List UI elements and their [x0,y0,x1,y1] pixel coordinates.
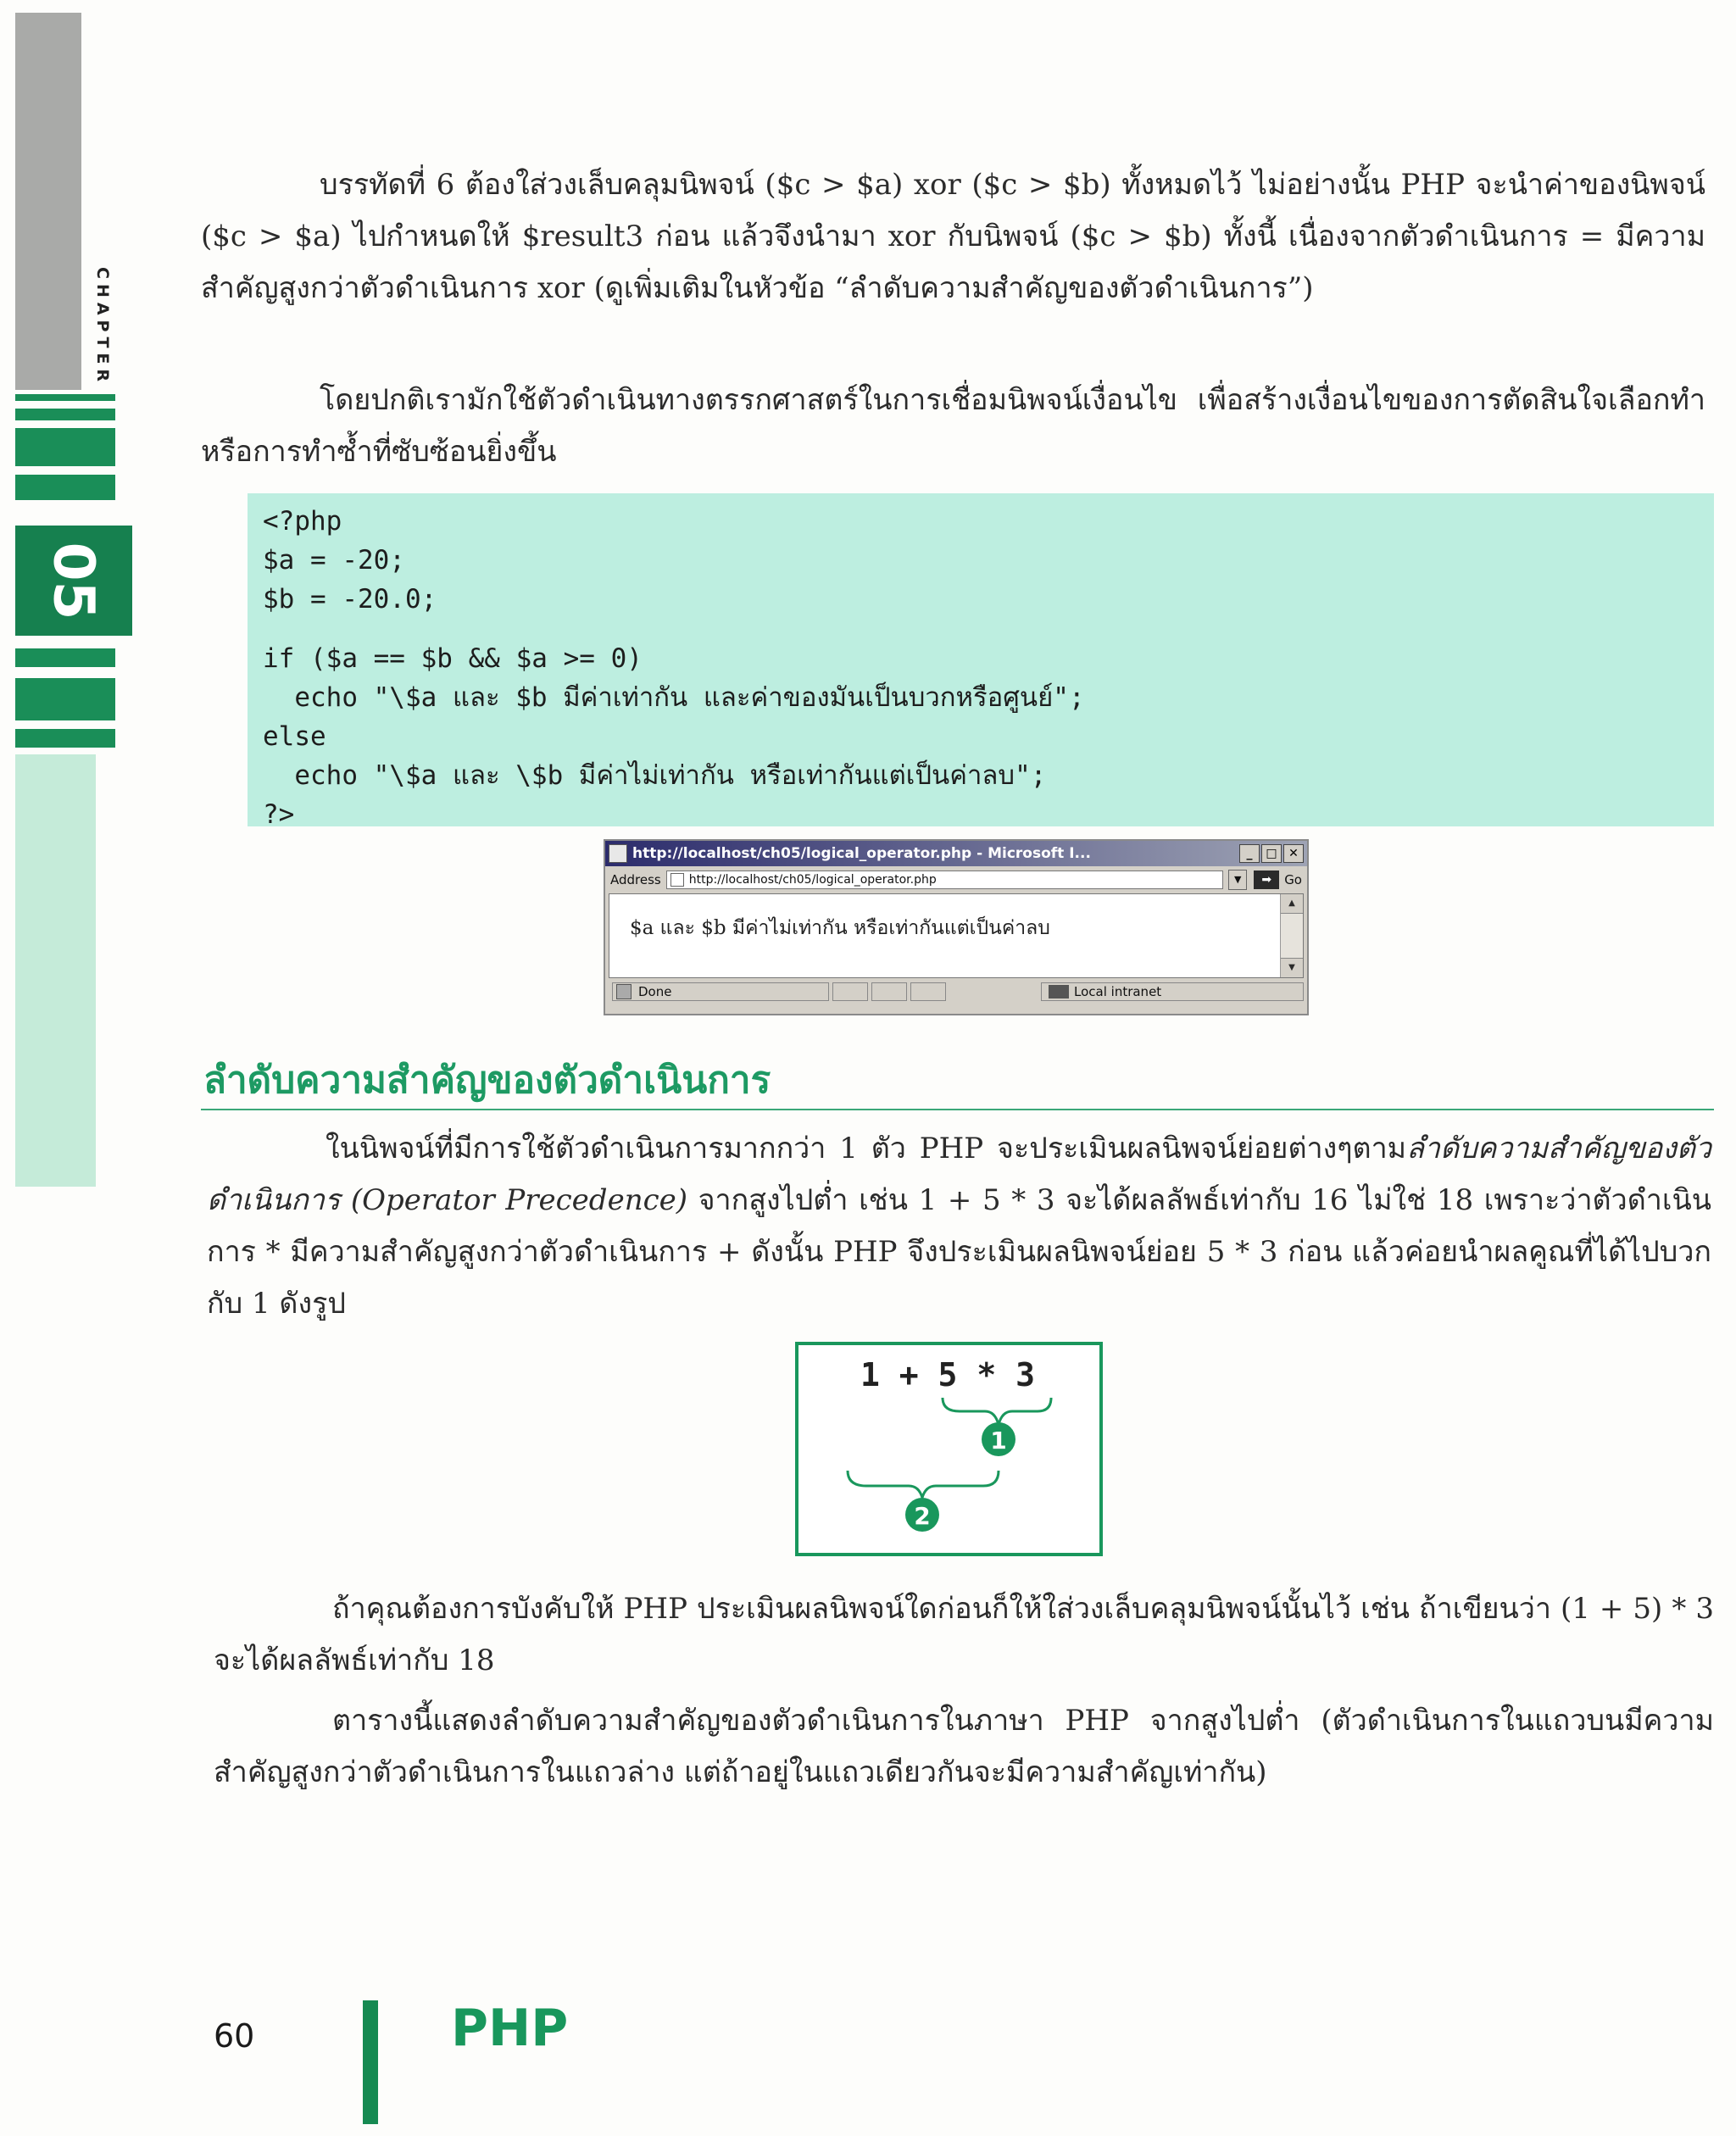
status-zone-cell [1041,982,1304,1001]
sidebar-stripe [15,648,115,667]
address-bar [605,866,1307,893]
paragraph-table-intro: ตารางนี้แสดงลำดับความสำคัญของตัวดำเนินการในภาษา PHP จากสูงไปต่ำ (ตัวดำเนินการในแถวบนมีความสำคัญสูงกว่าตัวดำเนินการในแถวล่าง แต่ถ้าอยู่ในแถวเดียวกันจะมีความสำคัญเท่ากัน) [214,1704,1714,1789]
vertical-scrollbar[interactable] [1280,894,1303,977]
brace-step2 [848,1471,999,1498]
paragraph-precedence-intro: ในนิพจน์ที่มีการใช้ตัวดำเนินการมากกว่า 1 ตัว PHP จะประเมินผลนิพจน์ย่อยต่างๆตามลำดับความสำคัญของตัวดำเนินการ (Operator Precedence) จากสูงไปต่ำ เช่น 1 + 5 * 3 จะได้ผลลัพธ์เท่ากับ 16 ไม่ใช่ 18 เพราะว่าตัวดำเนินการ * มีความสำคัญสูงกว่าตัวดำเนินการ + ดังนั้น PHP จึงประเมินผลนิพจน์ย่อย 5 * 3 ก่อน แล้วค่อยนำผลคูณที่ได้ไปบวกกับ 1 ดังรูป [207,1132,1711,1321]
sidebar-stripe [15,729,115,748]
step2-number: 2 [914,1502,931,1530]
address-label: Address [610,872,661,887]
step1-number: 1 [990,1427,1007,1455]
precedence-diagram [795,1342,1103,1556]
precedence-diagram-svg [798,1345,1099,1553]
code-line: echo "\$a และ \$b มีค่าไม่เท่ากัน หรือเท่ากันแต่เป็นค่าลบ"; [263,760,1047,791]
status-done-cell [612,982,829,1001]
browser-titlebar [605,841,1307,866]
sidebar-mint-strip [15,754,96,1187]
sidebar-gray-block [15,13,81,390]
go-arrow-icon[interactable]: ➡ [1254,871,1279,889]
address-url: http://localhost/ch05/logical_operator.php [688,873,937,887]
maximize-icon[interactable]: □ [1261,844,1282,863]
code-line: $b = -20.0; [263,584,437,615]
section-divider [201,1109,1714,1110]
code-line: <?php [263,506,342,537]
browser-title: http://localhost/ch05/logical_operator.php - Microsoft I... [632,845,1091,862]
page-output: $a และ $b มีค่าไม่เท่ากัน หรือเท่ากันแต่เป็นค่าลบ [630,917,1050,939]
chapter-sidebar [15,0,115,1187]
paragraph-result3-note: บรรทัดที่ 6 ต้องใส่วงเล็บคลุมนิพจน์ ($c > $a) xor ($c > $b) ทั้งหมดไว้ ไม่อย่างนั้น PHP จะนำค่าของนิพจน์ ($c > $a) ไปกำหนดให้ $result3 ก่อน แล้วจึงนำมา xor กับนิพจน์ ($c > $b) ทั้งนี้ เนื่องจากตัวดำเนินการ = มีความสำคัญสูงกว่าตัวดำเนินการ xor (ดูเพิ่มเติมในหัวข้อ “ลำดับความสำคัญของตัวดำเนินการ”) [201,168,1705,305]
brace-step1 [943,1398,1051,1425]
minimize-icon[interactable]: _ [1239,844,1260,863]
go-button[interactable]: Go [1284,872,1302,887]
sidebar-stripe [15,428,115,466]
chapter-label: CHAPTER [93,267,112,387]
diagram-expression: 1 + 5 * 3 [860,1356,1035,1393]
ie-icon [609,844,627,863]
status-cell [910,982,946,1001]
code-line: ?> [263,799,295,830]
browser-window [604,839,1309,1015]
scroll-down-icon[interactable]: ▼ [1281,958,1303,977]
paragraph-logical-usage: โดยปกติเรามักใช้ตัวดำเนินทางตรรกศาสตร์ในการเชื่อมนิพจน์เงื่อนไข เพื่อสร้างเงื่อนไขของการตัดสินใจเลือกทำหรือการทำซ้ำที่ซับซ้อนยิ่งขึ้น [201,383,1705,469]
code-line: if ($a == $b && $a >= 0) [263,643,643,674]
status-cell [871,982,907,1001]
intranet-icon [1049,985,1069,998]
sidebar-stripe [15,475,115,500]
code-line: else [263,721,326,752]
page-done-icon [616,984,632,999]
status-cell [832,982,868,1001]
status-done-text: Done [638,984,672,999]
sidebar-stripe [15,394,115,401]
code-listing [248,493,1714,830]
sidebar-stripe [15,409,115,420]
page-icon [670,873,684,887]
sidebar-stripe [15,678,115,720]
code-line: $a = -20; [263,545,405,576]
chevron-down-icon[interactable]: ▼ [1228,870,1247,890]
close-icon[interactable]: ✕ [1283,844,1304,863]
footer-bar [363,2000,378,2124]
footer-book-title: PHP [451,1999,569,2058]
page-number: 60 [214,2017,255,2055]
status-zone-text: Local intranet [1074,984,1162,999]
browser-content [609,893,1304,978]
section-heading: ลำดับความสำคัญของตัวดำเนินการ [203,1059,771,1102]
status-bar [605,978,1307,1005]
address-input[interactable] [666,871,1223,889]
code-line: echo "\$a และ $b มีค่าเท่ากัน และค่าของมันเป็นบวกหรือศูนย์"; [263,682,1085,713]
chapter-number-box [15,526,132,636]
scroll-up-icon[interactable]: ▲ [1281,894,1303,914]
chapter-number: 05 [41,542,107,620]
paragraph-parentheses: ถ้าคุณต้องการบังคับให้ PHP ประเมินผลนิพจน์ใดก่อนก็ให้ใส่วงเล็บคลุมนิพจน์นั้นไว้ เช่น ถ้าเขียนว่า (1 + 5) * 3 จะได้ผลลัพธ์เท่ากับ 18 [214,1592,1714,1677]
